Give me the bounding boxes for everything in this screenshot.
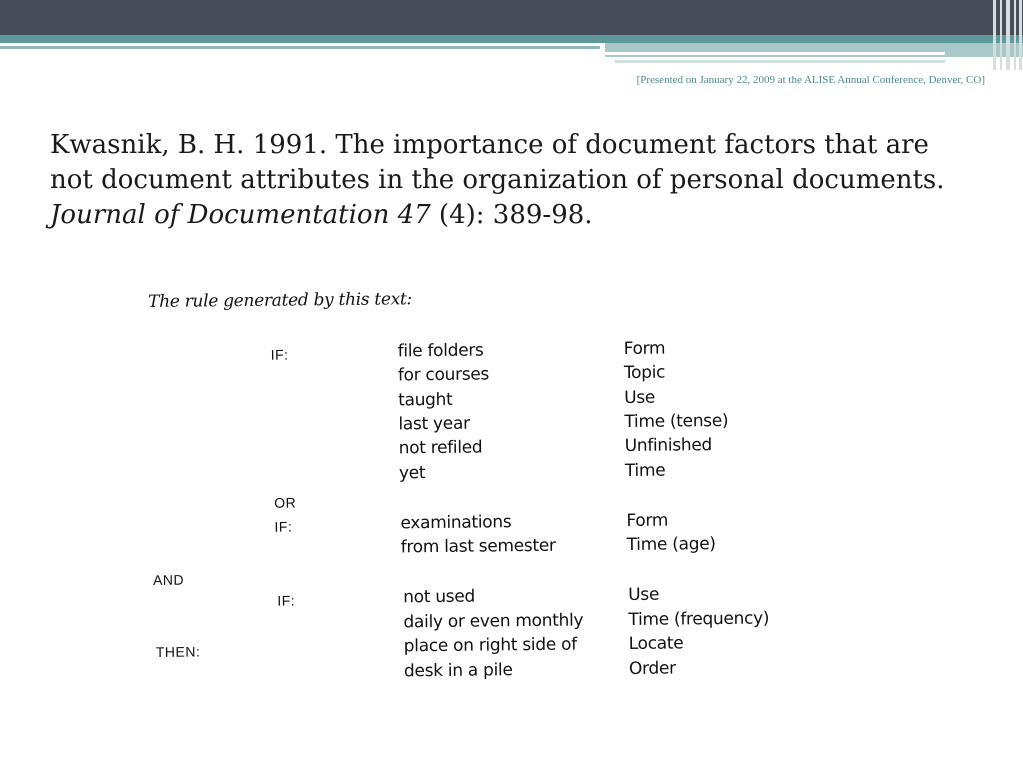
rule-attribute: Form xyxy=(623,338,666,360)
accent-line-right-lower xyxy=(615,60,945,63)
rule-attribute: Topic xyxy=(623,362,666,384)
presentation-note: [Presented on January 22, 2009 at the ALISE Annual Conference, Denver, CO] xyxy=(636,74,985,86)
keyword-if-3: IF: xyxy=(277,592,296,609)
rule-title: The rule generated by this text: xyxy=(148,289,413,312)
citation-volume: (4): 389-98. xyxy=(430,200,593,230)
citation xyxy=(50,128,990,233)
rule-text: last year xyxy=(398,413,470,435)
rule-attribute: Form xyxy=(626,510,669,532)
rule-text: daily or even monthly xyxy=(403,610,584,633)
rule-text: examinations xyxy=(400,512,512,534)
citation-line-3 xyxy=(50,198,990,233)
rule-attribute: Time (frequency) xyxy=(628,608,770,630)
rule-text: desk in a pile xyxy=(403,660,513,682)
rule-attribute: Unfinished xyxy=(624,435,713,457)
rule-attribute: Time (tense) xyxy=(624,410,729,433)
rule-text: for courses xyxy=(397,364,490,386)
rule-figure xyxy=(148,283,852,710)
vertical-stripes xyxy=(991,0,1023,70)
rule-text: not used xyxy=(403,586,476,608)
journal-name: Journal of Documentation 47 xyxy=(50,200,431,230)
keyword-if-1: IF: xyxy=(270,346,289,363)
rule-attribute: Locate xyxy=(628,633,684,654)
rule-attribute: Use xyxy=(624,387,656,409)
rule-attribute: Time xyxy=(624,460,666,482)
keyword-then: THEN: xyxy=(155,643,201,660)
keyword-or: OR xyxy=(274,494,297,511)
rule-text: from last semester xyxy=(400,535,556,558)
top-banner xyxy=(0,0,1023,35)
rule-attribute: Use xyxy=(628,584,660,605)
keyword-if-2: IF: xyxy=(274,518,293,535)
accent-line-right xyxy=(605,52,945,55)
rule-text: not refiled xyxy=(398,437,483,459)
rule-text: taught xyxy=(398,389,453,411)
rule-text: yet xyxy=(398,463,426,484)
rule-text: place on right side of xyxy=(403,634,577,657)
accent-band xyxy=(0,35,1023,43)
citation-line-2: not document attributes in the organization of personal documents. xyxy=(50,165,945,195)
rule-text: file folders xyxy=(397,340,484,362)
keyword-and: AND xyxy=(152,571,185,588)
rule-attribute: Order xyxy=(628,658,676,679)
citation-line-1: Kwasnik, B. H. 1991. The importance of document factors that are xyxy=(50,130,929,160)
rule-attribute: Time (age) xyxy=(626,534,716,556)
accent-line-left xyxy=(0,46,600,49)
